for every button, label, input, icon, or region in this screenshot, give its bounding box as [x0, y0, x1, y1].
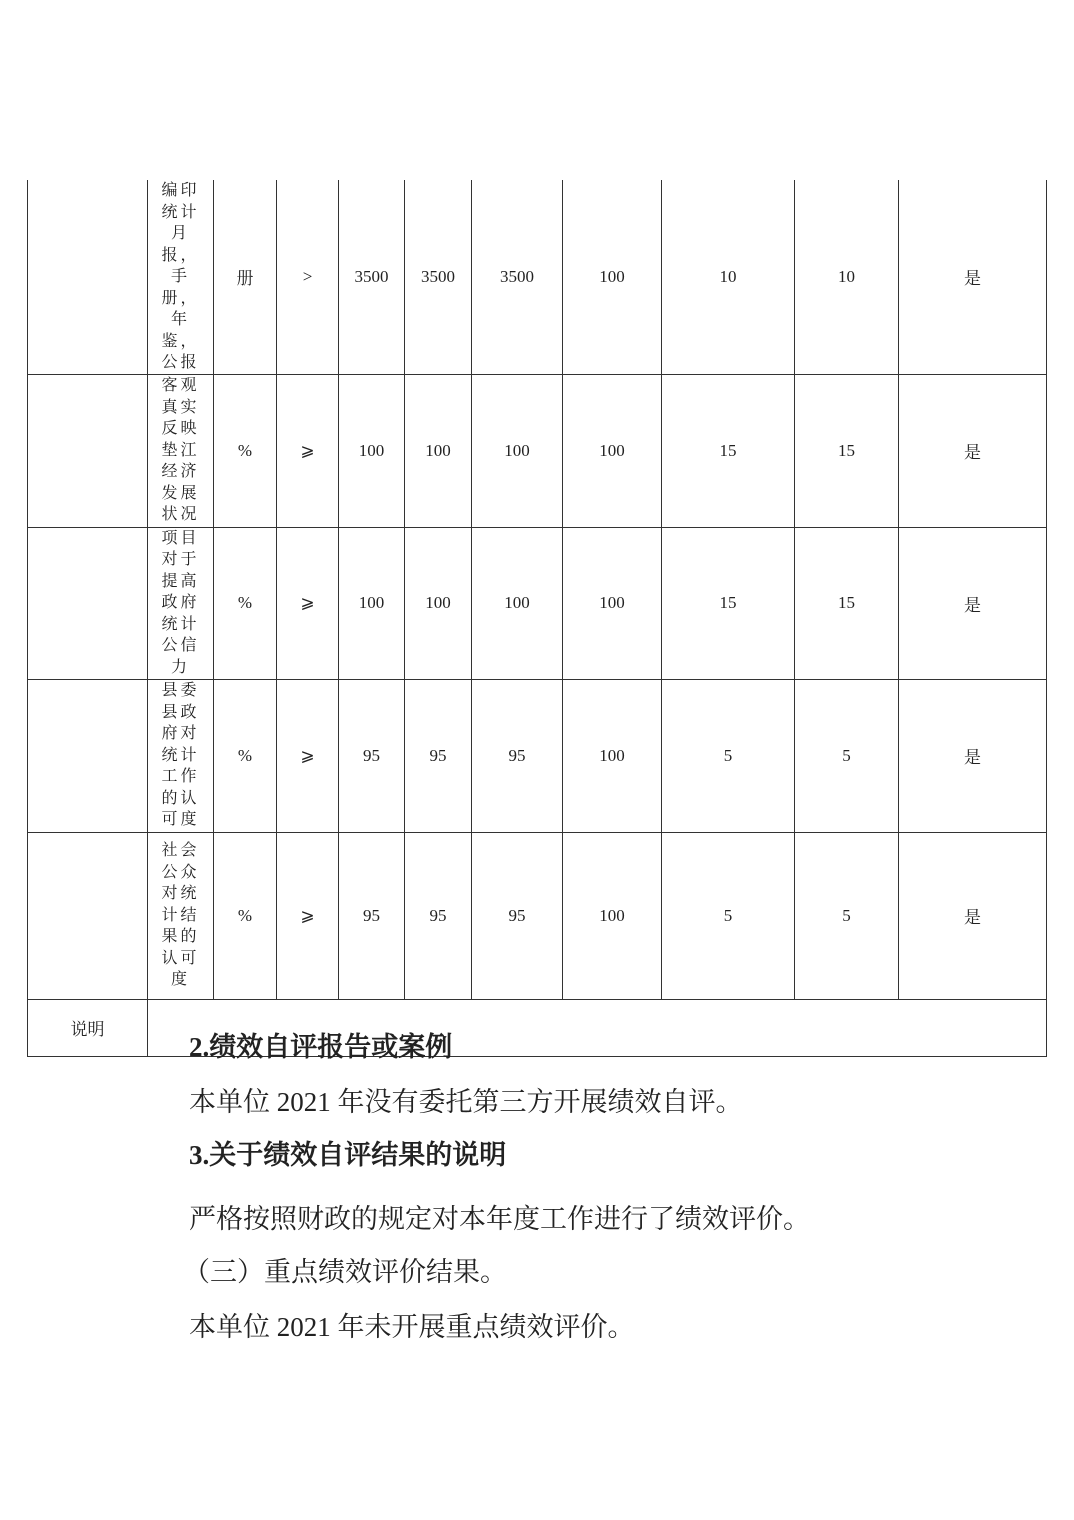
score-cell: 5 — [795, 832, 899, 999]
unit-cell: % — [214, 679, 277, 832]
rate-cell: 100 — [563, 679, 662, 832]
table-row — [28, 679, 1047, 832]
indicator-cell — [148, 374, 214, 527]
category-cell — [28, 832, 148, 999]
indicator-cell — [148, 180, 214, 374]
achieved-cell: 是 — [899, 527, 1047, 679]
actual-cell: 3500 — [472, 180, 563, 374]
target-cell: 100 — [339, 374, 405, 527]
indicator-name: 县委县政府对统计工作的认可度 — [161, 682, 200, 829]
weight-cell: 15 — [662, 527, 795, 679]
unit-cell: % — [214, 832, 277, 999]
score-cell: 10 — [795, 180, 899, 374]
category-cell — [28, 679, 148, 832]
heading-2: 2.绩效自评报告或案例 — [189, 1032, 453, 1062]
paragraph-section-three: 本单位 2021 年未开展重点绩效评价。 — [189, 1312, 635, 1342]
category-cell — [28, 527, 148, 679]
operator-cell: > — [277, 180, 339, 374]
indicator-cell — [148, 832, 214, 999]
indicator-name: 项目对于提高政府统计公信力 — [161, 529, 200, 676]
actual-cell: 100 — [472, 527, 563, 679]
rate-cell: 100 — [563, 832, 662, 999]
weight-cell: 15 — [662, 374, 795, 527]
completed-cell: 100 — [405, 527, 472, 679]
unit-cell: 册 — [214, 180, 277, 374]
operator-cell: ⩾ — [277, 527, 339, 679]
rate-cell: 100 — [563, 374, 662, 527]
table-row — [28, 180, 1047, 374]
achieved-cell: 是 — [899, 180, 1047, 374]
operator-cell: ⩾ — [277, 374, 339, 527]
actual-cell: 95 — [472, 832, 563, 999]
target-cell: 3500 — [339, 180, 405, 374]
rate-cell: 100 — [563, 527, 662, 679]
paragraph-2: 本单位 2021 年没有委托第三方开展绩效自评。 — [189, 1087, 743, 1117]
actual-cell: 95 — [472, 679, 563, 832]
indicator-cell — [148, 527, 214, 679]
actual-cell: 100 — [472, 374, 563, 527]
score-cell: 5 — [795, 679, 899, 832]
unit-cell: % — [214, 527, 277, 679]
achieved-cell: 是 — [899, 832, 1047, 999]
weight-cell: 10 — [662, 180, 795, 374]
operator-cell: ⩾ — [277, 679, 339, 832]
indicator-name: 编印统计月报，手册，年鉴，公报 — [161, 182, 200, 371]
completed-cell: 100 — [405, 374, 472, 527]
table-row — [28, 832, 1047, 999]
heading-3: 3.关于绩效自评结果的说明 — [189, 1140, 507, 1170]
completed-cell: 95 — [405, 832, 472, 999]
rate-cell: 100 — [563, 180, 662, 374]
achieved-cell: 是 — [899, 374, 1047, 527]
note-row — [28, 999, 1047, 1056]
indicator-cell — [148, 679, 214, 832]
completed-cell: 95 — [405, 679, 472, 832]
table-row — [28, 374, 1047, 527]
target-cell: 95 — [339, 679, 405, 832]
indicator-name: 社会公众对统计结果的认可度 — [161, 842, 200, 989]
score-cell: 15 — [795, 527, 899, 679]
paragraph-3: 严格按照财政的规定对本年度工作进行了绩效评价。 — [189, 1204, 810, 1234]
note-label: 说明 — [28, 999, 148, 1056]
operator-cell: ⩾ — [277, 832, 339, 999]
category-cell — [28, 180, 148, 374]
category-cell — [28, 374, 148, 527]
score-cell: 15 — [795, 374, 899, 527]
performance-table — [27, 180, 1047, 1057]
completed-cell: 3500 — [405, 180, 472, 374]
heading-section-three: （三）重点绩效评价结果。 — [183, 1257, 507, 1287]
weight-cell: 5 — [662, 832, 795, 999]
table-row — [28, 527, 1047, 679]
indicator-name: 客观真实反映垫江经济发展状况 — [161, 377, 200, 524]
unit-cell: % — [214, 374, 277, 527]
weight-cell: 5 — [662, 679, 795, 832]
target-cell: 100 — [339, 527, 405, 679]
achieved-cell: 是 — [899, 679, 1047, 832]
target-cell: 95 — [339, 832, 405, 999]
